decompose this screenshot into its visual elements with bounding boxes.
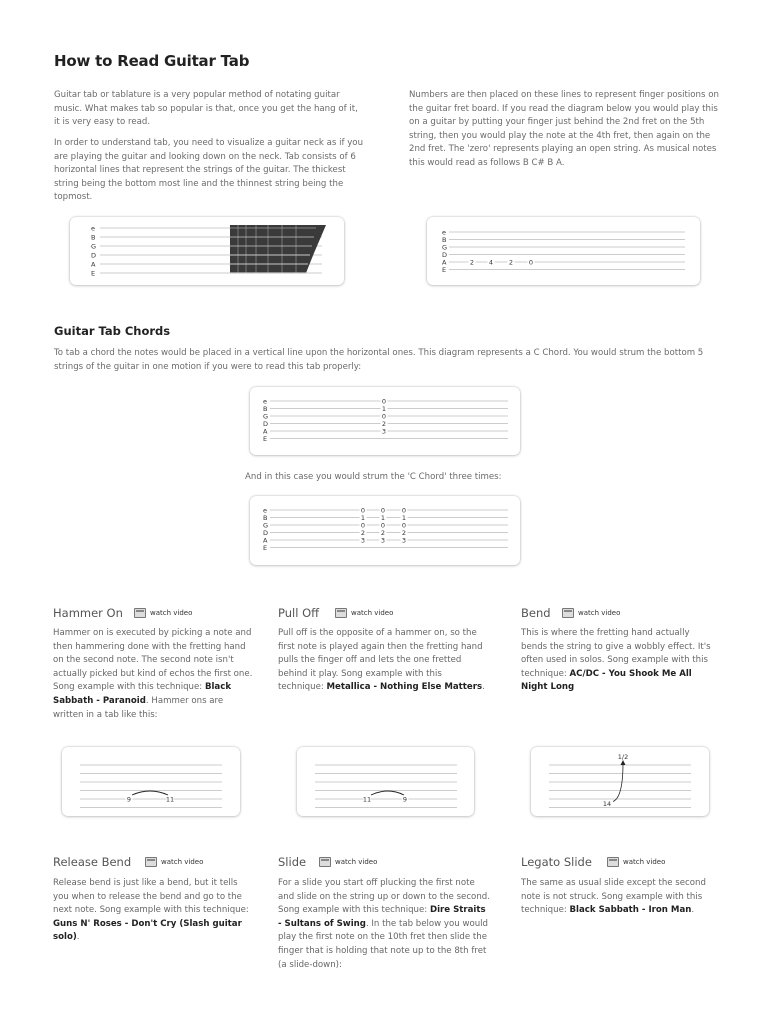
pull-off-svg xyxy=(297,747,474,816)
string-label: G xyxy=(91,242,97,251)
string-label: e xyxy=(91,224,95,233)
pull-off-watch-video-link[interactable] xyxy=(335,608,393,618)
string-label: D xyxy=(263,419,269,428)
fret-number: 0 xyxy=(381,397,387,406)
c-chord-three-times-diagram xyxy=(250,496,520,565)
string-label: D xyxy=(91,251,97,260)
fret-number: 3 xyxy=(380,536,386,545)
fret-number: 2 xyxy=(469,258,475,267)
string-label: G xyxy=(263,521,269,530)
slide-title: Slide xyxy=(278,855,307,869)
fret-number: 2 xyxy=(380,528,386,537)
string-label: e xyxy=(442,228,446,237)
bend-title: Bend xyxy=(521,606,551,620)
fret-number: 9 xyxy=(126,795,132,804)
chords-caption: And in this case you would strum the 'C Chord' three times: xyxy=(245,472,502,482)
pull-off-arc xyxy=(371,791,404,795)
string-label: D xyxy=(263,528,269,537)
hammer-on-svg xyxy=(62,747,240,816)
video-icon xyxy=(335,608,347,618)
video-icon xyxy=(134,608,146,618)
release-bend-description: Release bend is just like a bend, but it tells you when to release the bend and go to the next note. Song example with this technique: Guns N' Roses - Don't Cry (Slash guitar solo). xyxy=(53,878,249,943)
string-label: A xyxy=(442,258,447,267)
bend-amount: 1/2 xyxy=(617,753,629,761)
fret-number: 2 xyxy=(401,528,407,537)
string-label: E xyxy=(442,265,447,274)
slide-description: For a slide you start off plucking the first note and slide on the string up or down to the second. Song example with this technique: Dire Straits - Sultans of Swing. In the tab below you would play the first note on the 10th fret then slide the finger that is holding that note up to the 8th fret (a slide-down): xyxy=(278,878,490,970)
video-icon xyxy=(607,857,619,867)
watch-video-label: watch video xyxy=(623,858,666,866)
fret-number: 14 xyxy=(602,799,612,808)
fret-number: 11 xyxy=(362,795,372,804)
fret-number: 3 xyxy=(401,536,407,545)
string-label: B xyxy=(263,404,268,413)
fret-number: 0 xyxy=(528,258,534,267)
bend-diagram xyxy=(531,747,709,816)
fret-number: 0 xyxy=(380,506,386,515)
video-icon xyxy=(145,857,157,867)
watch-video-label: watch video xyxy=(578,609,621,617)
slide-song: Dire Straits - Sultans of Swing xyxy=(278,905,486,929)
c-chord-three-svg xyxy=(250,496,520,565)
release-bend-song: Guns N' Roses - Don't Cry (Slash guitar solo) xyxy=(53,918,242,943)
hammer-on-title: Hammer On xyxy=(53,606,123,620)
release-bend-title: Release Bend xyxy=(53,855,132,869)
fret-number: 2 xyxy=(360,528,366,537)
tab-strings-svg xyxy=(70,217,344,285)
fret-number: 4 xyxy=(488,258,494,267)
page-title: How to Read Guitar Tab xyxy=(54,52,250,70)
string-label: A xyxy=(91,260,96,269)
string-label: A xyxy=(263,427,268,436)
pull-off-title: Pull Off xyxy=(278,606,320,620)
intro-paragraph-1: Guitar tab or tablature is a very popular method of notating guitar music. What makes tab so popular is that, once you get the hang of it, it is very easy to read. xyxy=(54,90,358,128)
chords-paragraph: To tab a chord the notes would be placed in a vertical line upon the horizontal ones. This diagram represents a C Chord. You would strum the bottom 5 strings of the guitar in one motion if you were to read this tab properly: xyxy=(54,348,704,372)
guitar-neck-illustration xyxy=(230,225,326,273)
string-label: e xyxy=(263,397,267,406)
fret-number: 2 xyxy=(508,258,514,267)
string-label: e xyxy=(263,506,267,515)
bend-svg xyxy=(531,747,709,816)
tab-strings-diagram xyxy=(70,217,344,285)
watch-video-label: watch video xyxy=(150,609,193,617)
fret-number: 0 xyxy=(401,506,407,515)
c-chord-diagram xyxy=(250,387,520,455)
string-label: E xyxy=(91,269,96,278)
string-label: G xyxy=(442,243,448,252)
hammer-on-description: Hammer on is executed by picking a note and then hammering done with the fretting hand on the second note. The second note isn't actually picked but kind of echos the first one. Song example with this technique: Black Sabbath - Paranoid. Hammer ons are written in a tab like this: xyxy=(53,628,253,720)
bend-song: AC/DC - You Shook Me All Night Long xyxy=(521,668,692,693)
legato-slide-watch-video-link[interactable] xyxy=(607,857,665,867)
string-label: D xyxy=(442,250,448,259)
tab-example-diagram xyxy=(427,217,700,285)
pull-off-description: Pull off is the opposite of a hammer on, so the first note is played again then the fretting hand pulls the finger off and lets the one fretted behind it play. Song example with this technique: Metallica - Nothing Else Matters. xyxy=(278,628,485,693)
hammer-on-arc xyxy=(132,791,168,795)
hammer-on-diagram xyxy=(62,747,240,816)
string-label: B xyxy=(442,235,447,244)
fret-number: 1 xyxy=(380,513,386,522)
hammer-on-watch-video-link[interactable] xyxy=(134,608,192,618)
fret-number: 1 xyxy=(381,404,387,413)
watch-video-label: watch video xyxy=(161,858,204,866)
fret-number: 0 xyxy=(360,506,366,515)
fret-number: 1 xyxy=(401,513,407,522)
video-icon xyxy=(319,857,331,867)
intro-paragraph-3: Numbers are then placed on these lines to represent finger positions on the guitar fret board. If you read the diagram below you would play this on a guitar by putting your finger just behind the 2nd fret on the 5th string, then you would play the note at the 4th fret, then again on the 2nd fret. The 'zero' represents playing an open string. As musical notes this would read as follows B C# B A. xyxy=(409,90,719,168)
string-label: E xyxy=(263,434,268,443)
string-label: E xyxy=(263,543,268,552)
watch-video-label: watch video xyxy=(351,609,394,617)
string-label: B xyxy=(263,513,268,522)
fret-number: 2 xyxy=(381,419,387,428)
fret-number: 3 xyxy=(381,427,387,436)
hammer-on-song: Black Sabbath - Paranoid xyxy=(53,682,232,706)
c-chord-svg xyxy=(250,387,520,455)
fret-number: 0 xyxy=(401,521,407,530)
watch-video-label: watch video xyxy=(335,858,378,866)
fret-number: 0 xyxy=(381,412,387,421)
video-icon xyxy=(562,608,574,618)
legato-slide-description: The same as usual slide except the second note is not struck. Song example with this technique: Black Sabbath - Iron Man. xyxy=(521,878,706,916)
fret-number: 11 xyxy=(165,795,175,804)
fret-number: 9 xyxy=(402,795,408,804)
legato-slide-title: Legato Slide xyxy=(521,855,592,869)
chords-heading: Guitar Tab Chords xyxy=(54,324,171,338)
string-label: A xyxy=(263,536,268,545)
fret-number: 1 xyxy=(360,513,366,522)
fret-number: 0 xyxy=(380,521,386,530)
legato-slide-song: Black Sabbath - Iron Man xyxy=(569,905,692,916)
string-label: B xyxy=(91,233,96,242)
pull-off-song: Metallica - Nothing Else Matters xyxy=(326,682,483,693)
slide-watch-video-link[interactable] xyxy=(319,857,377,867)
pull-off-diagram xyxy=(297,747,474,816)
neck-body xyxy=(230,225,326,273)
bend-description: This is where the fretting hand actually bends the string to give a wobbly effect. It's often used in solos. Song example with this technique: AC/DC - You Shook Me All Night Long xyxy=(521,628,711,693)
intro-paragraph-2: In order to understand tab, you need to visualize a guitar neck as if you are playing the guitar and looking down on the neck. Tab consists of 6 horizontal lines that represent the strings of the guitar. The thickest string being the bottom most line and the thinnest string being the topmost. xyxy=(54,138,364,203)
release-bend-watch-video-link[interactable] xyxy=(145,857,203,867)
string-label: G xyxy=(263,412,269,421)
fret-number: 0 xyxy=(360,521,366,530)
bend-watch-video-link[interactable] xyxy=(562,608,620,618)
tab-example-svg xyxy=(427,217,700,285)
fret-number: 3 xyxy=(360,536,366,545)
